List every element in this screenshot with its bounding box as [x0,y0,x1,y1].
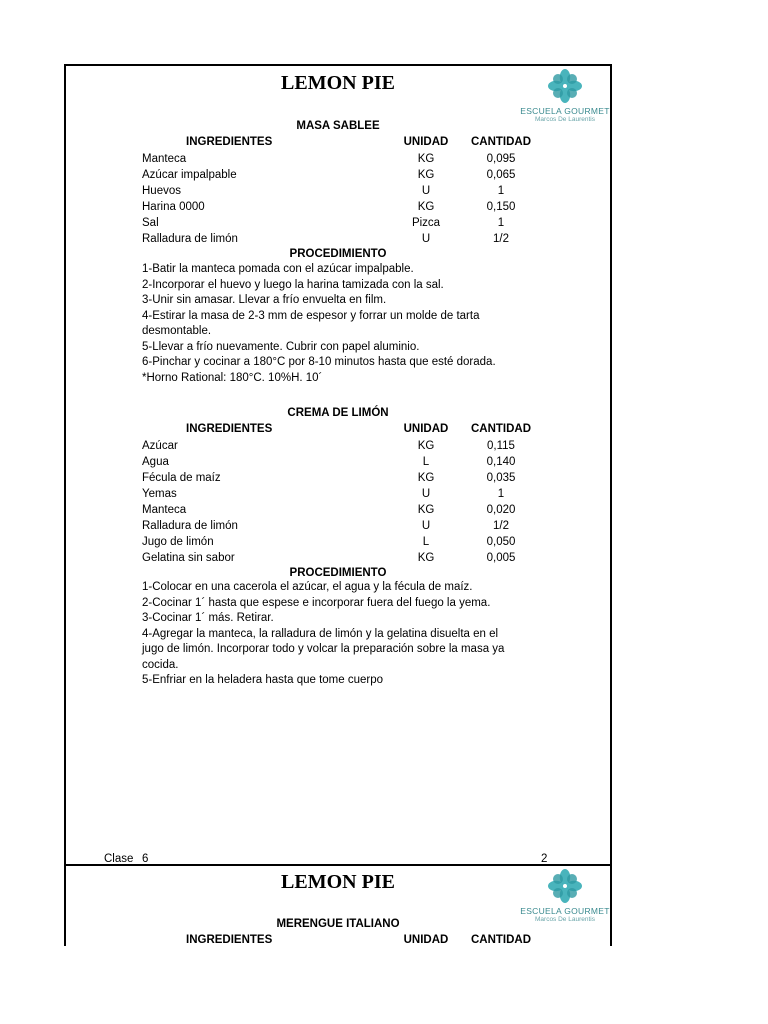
ingredient-qty: 0,035 [486,472,516,484]
ingredient-unit: L [422,456,430,468]
page-number: 2 [541,853,548,865]
school-logo [520,868,610,923]
procedure-step: 3-Unir sin amasar. Llevar a frío envuelta en film. [142,294,387,306]
ingredient-name: Sal [142,217,159,229]
ingredient-qty: 1 [497,488,505,500]
ingredient-name: Azúcar impalpable [142,169,237,181]
ingredient-unit: L [422,536,430,548]
procedure-step: 6-Pinchar y cocinar a 180°C por 8-10 minutos hasta que esté dorada. [142,356,496,368]
ingredient-name: Azúcar [142,440,178,452]
col-header-qty: CANTIDAD [470,136,532,148]
ingredient-unit: U [421,185,431,197]
procedure-step: 2-Cocinar 1´ hasta que espese e incorporar fuera del fuego la yema. [142,596,491,609]
ingredient-qty: 1/2 [493,520,509,532]
col-header-ingredients: INGREDIENTES [186,934,273,946]
procedure-step: 4-Estirar la masa de 2-3 mm de espesor y forrar un molde de tarta desmontable. [142,309,480,337]
ingredient-qty: 0,005 [486,552,516,564]
flower-icon [547,868,583,904]
procedure-step: 4-Agregar la manteca, la ralladura de limón y la gelatina disuelta en el jugo de limón. Incorporar todo y volcar la preparación sobre la masa ya cocida. [142,627,505,671]
col-header-unit: UNIDAD [403,423,449,435]
page-title: LEMON PIE [281,72,395,94]
ingredient-qty: 0,140 [486,456,516,468]
ingredient-qty: 0,150 [486,201,516,213]
footer-clase-number: 6 [142,853,149,865]
footer-clase-label: Clase [104,853,134,865]
ingredient-unit: KG [417,504,435,516]
page-title: LEMON PIE [281,871,395,893]
col-header-ingredients: INGREDIENTES [186,136,273,148]
procedure-steps [142,580,532,689]
ingredient-unit: U [421,233,431,245]
section-heading: MERENGUE ITALIANO [276,918,400,930]
procedure-heading: PROCEDIMIENTO [289,248,387,260]
logo-brand: ESCUELA GOURMET [520,906,610,916]
procedure-heading: PROCEDIMIENTO [289,567,387,579]
ingredient-qty: 0,065 [486,169,516,181]
ingredient-name: Harina 0000 [142,201,205,213]
logo-subtitle: Marcos De Laurentis [535,916,595,923]
ingredient-qty: 0,095 [486,153,516,165]
ingredient-unit: KG [417,153,435,165]
ingredient-name: Manteca [142,153,187,165]
ingredient-name: Gelatina sin sabor [142,552,235,564]
procedure-step: 5-Llevar a frío nuevamente. Cubrir con papel aluminio. [142,340,420,353]
procedure-step: 1-Colocar en una cacerola el azúcar, el agua y la fécula de maíz. [142,581,473,593]
col-header-unit: UNIDAD [403,136,449,148]
logo-subtitle: Marcos De Laurentis [535,116,595,123]
logo-brand: ESCUELA GOURMET [520,106,610,116]
procedure-step: 1-Batir la manteca pomada con el azúcar impalpable. [142,263,414,275]
procedure-steps [142,262,532,386]
ingredient-unit: KG [417,472,435,484]
ingredient-qty: 0,020 [486,504,516,516]
ingredient-unit: U [421,520,431,532]
ingredient-qty: 1 [497,217,505,229]
ingredient-unit: Pizca [411,217,441,229]
ingredient-qty: 0,050 [486,536,516,548]
ingredient-qty: 1/2 [493,233,509,245]
school-logo [520,68,610,123]
ingredient-name: Ralladura de limón [142,233,238,245]
ingredient-qty: 1 [497,185,505,197]
ingredient-unit: KG [417,201,435,213]
ingredient-unit: KG [417,440,435,452]
ingredient-unit: KG [417,169,435,181]
procedure-note: *Horno Rational: 180°C. 10%H. 10´ [142,371,323,384]
procedure-step: 5-Enfriar en la heladera hasta que tome cuerpo [142,674,384,686]
procedure-step: 3-Cocinar 1´ más. Retirar. [142,612,274,624]
col-header-unit: UNIDAD [403,934,449,946]
col-header-qty: CANTIDAD [470,423,532,435]
ingredient-name: Fécula de maíz [142,472,221,484]
ingredient-name: Manteca [142,504,187,516]
ingredient-name: Huevos [142,185,181,197]
ingredient-name: Jugo de limón [142,536,214,548]
col-header-ingredients: INGREDIENTES [186,423,273,435]
ingredient-unit: U [421,488,431,500]
col-header-qty: CANTIDAD [470,934,532,946]
procedure-step: 2-Incorporar el huevo y luego la harina tamizada con la sal. [142,278,444,291]
ingredient-qty: 0,115 [487,440,515,452]
ingredient-unit: KG [417,552,435,564]
section-heading: CREMA DE LIMÓN [287,407,389,419]
ingredient-name: Yemas [142,488,177,500]
flower-icon [547,68,583,104]
section-heading: MASA SABLEE [296,120,380,132]
ingredient-name: Ralladura de limón [142,520,238,532]
ingredient-name: Agua [142,456,169,468]
